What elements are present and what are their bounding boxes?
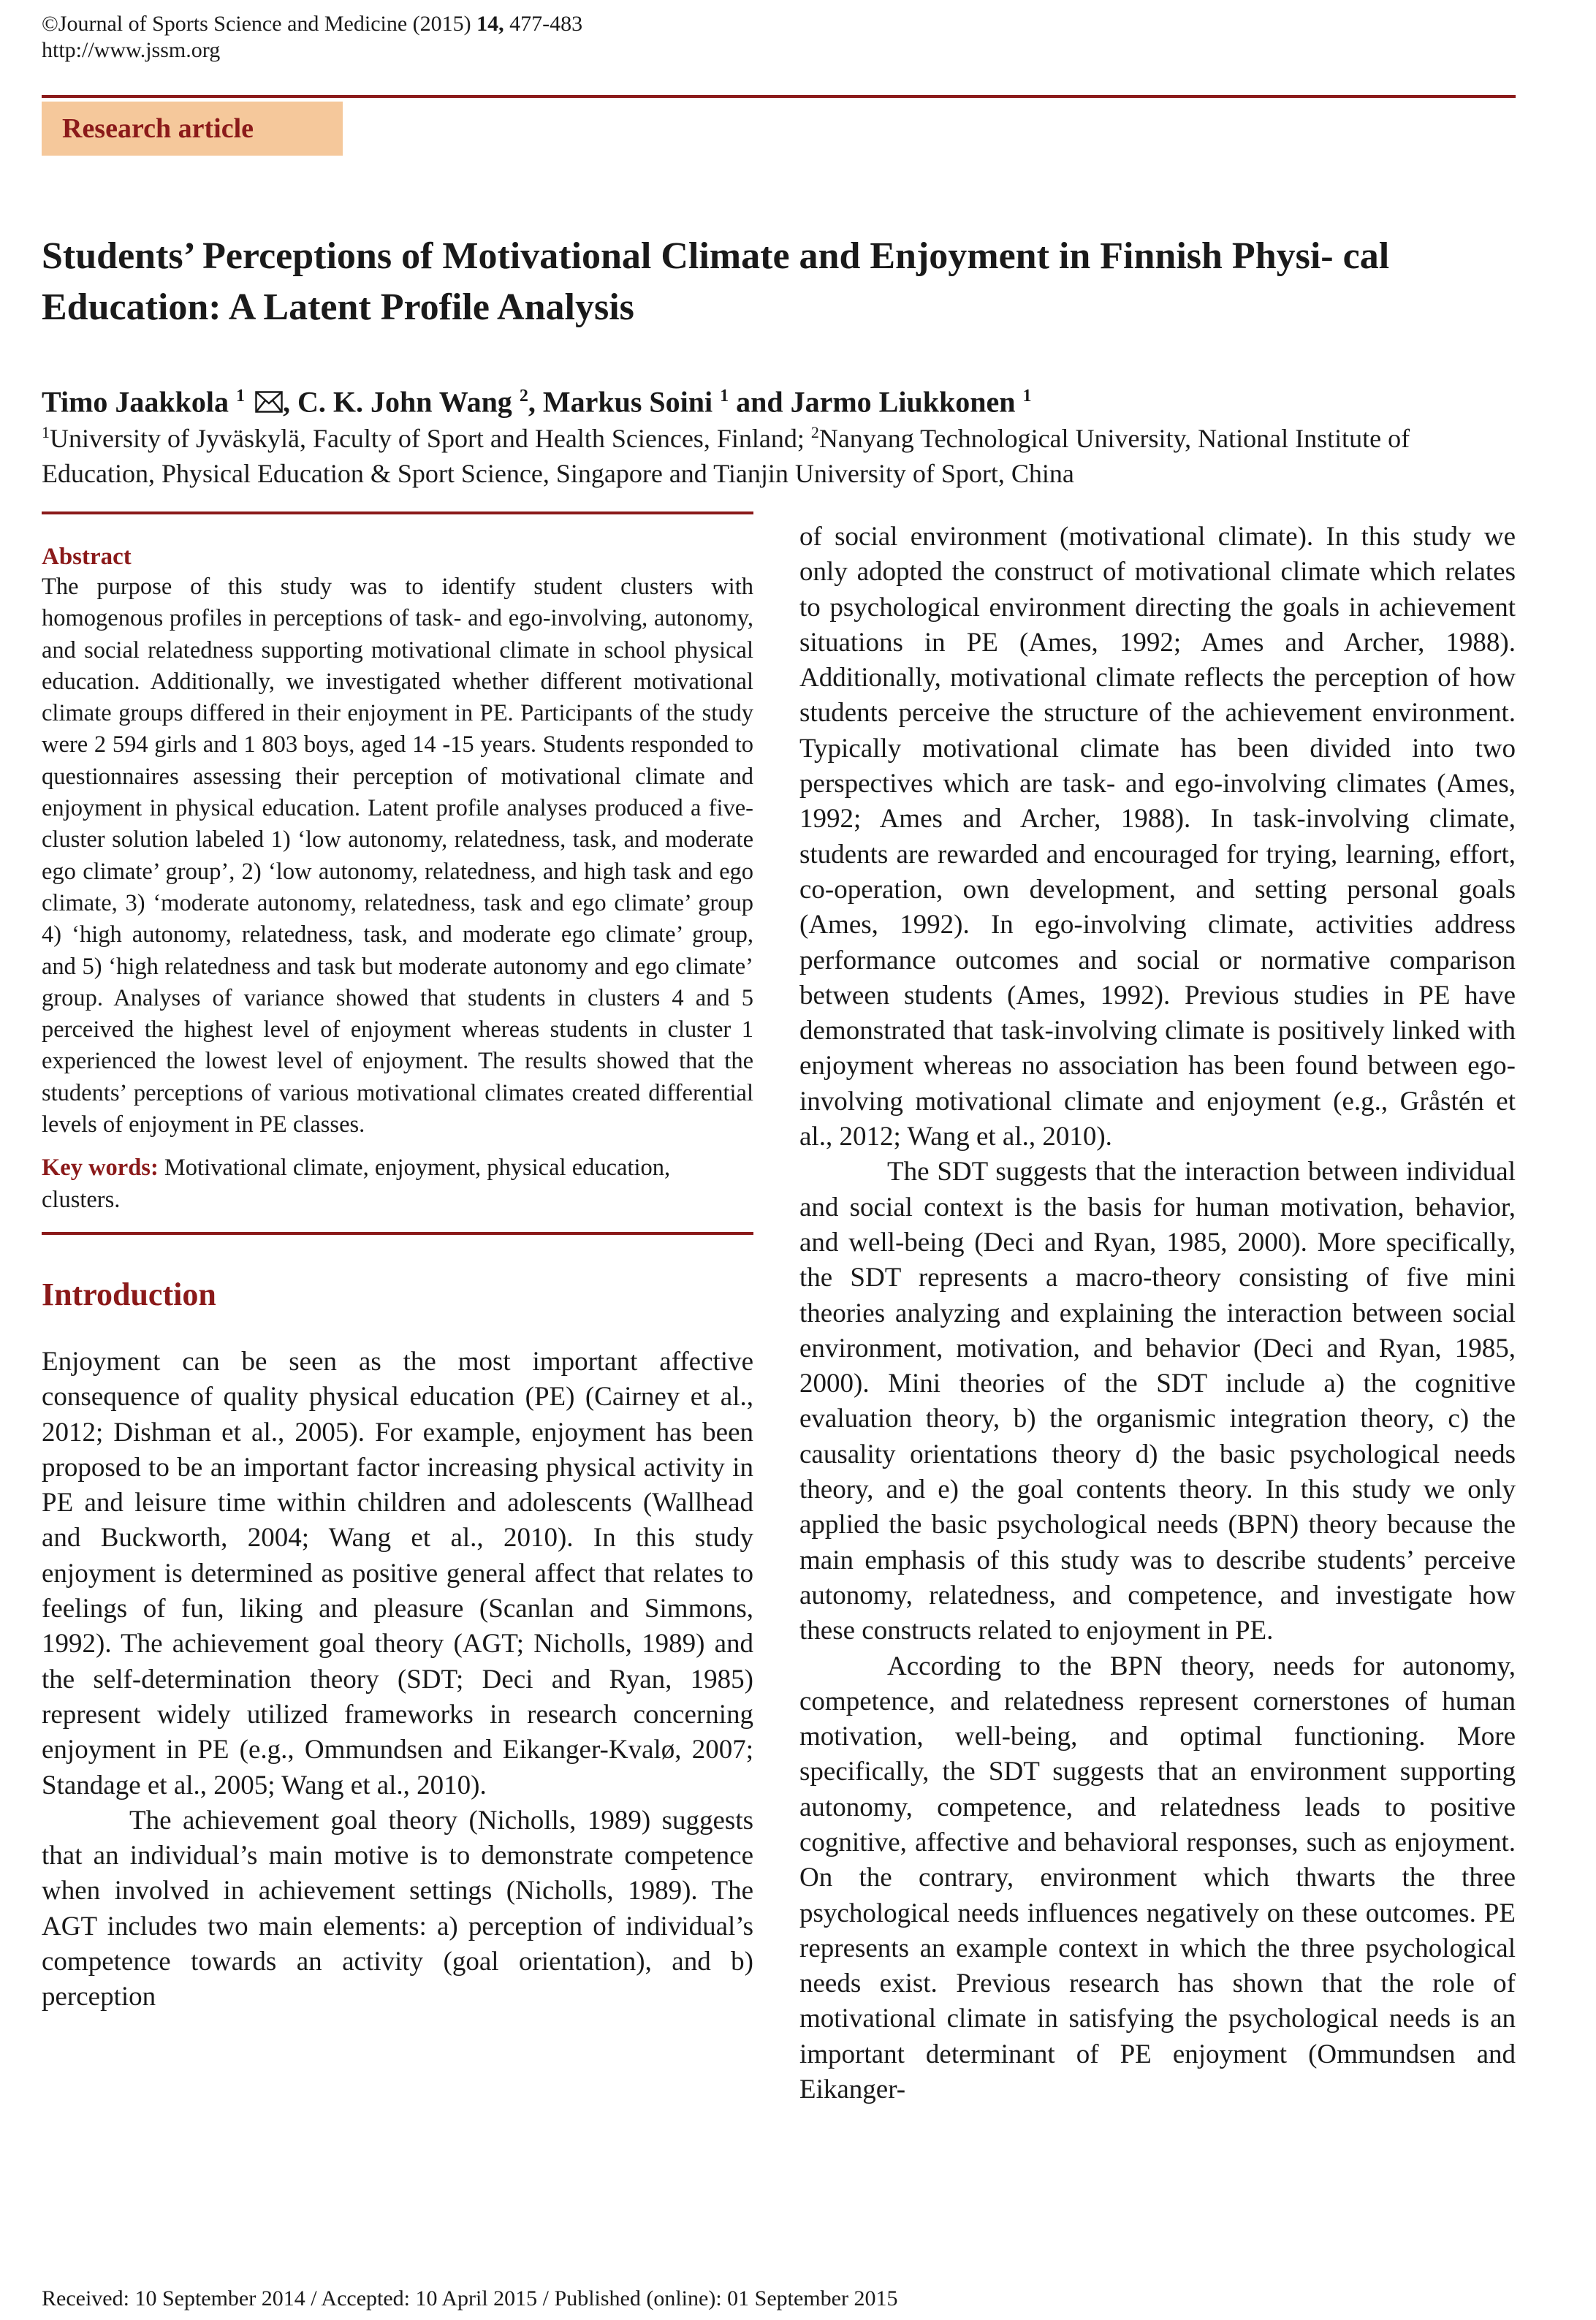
author-affiliation-marker: 1	[236, 387, 245, 406]
keywords	[42, 1152, 753, 1216]
affiliation-marker: 2	[810, 423, 819, 441]
abstract-top-divider	[42, 511, 753, 514]
intro-paragraph: Enjoyment can be seen as the most important affective consequence of quality physical education (PE) (Cairney et al., 2012; Dishman et al., 2005). For example, enjoyment has been proposed to be an important factor increasing physical activity in PE and leisure time within children and adolescents (Wallhead and Buckworth, 2004; Wang et al., 2010). In this study enjoyment is determined as positive general affect that relates to feelings of fun, liking and pleasure (Scanlan and Simmons, 1992). The achievement goal theory (AGT; Nicholls, 1989) and the self-determination theory (SDT; Deci and Ryan, 1985) represent widely utilized frameworks in research concerning enjoyment in PE (e.g., Ommundsen and Eikanger-Kvalø, 2007; Standage et al., 2005; Wang et al., 2010).	[42, 1346, 753, 1800]
affiliation-text: Nanyang Technological University, National Institute of Education, Physical Education & Sport Science, Singapore and Tianjin University of Sport, China	[42, 424, 1410, 488]
journal-name: ©Journal of Sports Science and Medicine (2015)	[42, 12, 471, 36]
author-name: , Markus Soini	[528, 385, 713, 419]
left-column	[42, 511, 753, 2015]
author-name: Timo Jaakkola	[42, 385, 229, 419]
right-column	[799, 520, 1516, 2107]
keywords-text: Motivational climate, enjoyment, physical education, clusters.	[42, 1155, 671, 1213]
intro-paragraph: The SDT suggests that the interaction between individual and social context is the basis for human motivation, behavior, and well-being (Deci and Ryan, 1985, 2000). More specifically, the SDT represents a macro-theory consisting of five mini theories analyzing and explaining the interaction between social environment, motivation, and behavior (Deci and Ryan, 1985, 2000). Mini theories of the SDT include a) the cognitive evaluation theory, b) the organismic integration theory, c) the causality orientations theory d) the basic psychological needs theory, and e) the goal contents theory. In this study we only applied the basic psychological needs (BPN) theory because the main emphasis of this study was to describe students’ perceive autonomy, relatedness, and competence, and investigate how these constructs related to enjoyment in PE.	[799, 1157, 1516, 1646]
journal-volume: 14,	[476, 12, 504, 36]
article-type-badge: Research article	[42, 102, 343, 156]
affiliations	[42, 415, 1518, 491]
author-name: and Jarmo Liukkonen	[736, 385, 1016, 419]
abstract-text: The purpose of this study was to identify student clusters with homogenous profiles in perceptions of task- and ego-involving, autonomy, and social relatedness supporting motivational climate in school physical education. Additionally, we investigated whether different motivational climate groups differed in their enjoyment in PE. Participants of the study were 2 594 girls and 1 803 boys, aged 14 -15 years. Students responded to questionnaires assessing their perception of motivational climate and enjoyment in physical education. Latent profile analyses produced a five-cluster solution labeled 1) ‘low autonomy, relatedness, task, and moderate ego climate’ group’, 2) ‘low autonomy, relatedness, and high task and ego climate, 3) ‘moderate autonomy, relatedness, task and ego climate’ group 4) ‘high autonomy, relatedness, task, and moderate ego climate’ group, and 5) ‘high relatedness and task but moderate autonomy and ego climate’ group. Analyses of variance showed that students in clusters 4 and 5 perceived the highest level of enjoyment whereas students in cluster 1 experienced the lowest level of enjoyment. The results showed that the students’ perceptions of various motivational climates created differential levels of enjoyment in PE classes.	[42, 574, 753, 1138]
affiliation-marker: 1	[42, 423, 50, 441]
introduction-heading: Introduction	[42, 1276, 216, 1312]
author-affiliation-marker: 1	[720, 387, 729, 406]
journal-url[interactable]: http://www.jssm.org	[42, 38, 221, 62]
header-divider	[42, 95, 1516, 98]
intro-paragraph: of social environment (motivational climate). In this study we only adopted the construct of motivational climate which relates to psychological environment directing the goals in achievement situations in PE (Ames, 1992; Ames and Archer, 1988). Additionally, motivational climate reflects the perception of how students perceive the structure of the achievement environment. Typically motivational climate has been divided into two perspectives which are task- and ego-involving climates (Ames, 1992; Ames and Archer, 1988). In task-involving climate, students are rewarded and encouraged for trying, learning, effort, co-operation, own development, and setting personal goals (Ames, 1992). In ego-involving climate, activities address performance outcomes and social or normative comparison between students (Ames, 1992). Previous studies in PE have demonstrated that task-involving climate is positively linked with enjoyment whereas no association has been found between ego-involving motivational climate and enjoyment (e.g., Gråstén et al., 2012; Wang et al., 2010).	[799, 522, 1516, 1152]
affiliation-text: University of Jyväskylä, Faculty of Sport and Health Sciences, Finland;	[50, 424, 805, 453]
keywords-label: Key words:	[42, 1155, 159, 1182]
author-name: , C. K. John Wang	[283, 385, 512, 419]
author-affiliation-marker: 2	[519, 387, 528, 406]
intro-paragraph: According to the BPN theory, needs for autonomy, competence, and relatedness represent cornerstones of human motivation, well-being, and optimal functioning. More specifically, the SDT suggests that an environment supporting autonomy, competence, and relatedness leads to positive cognitive, affective and behavioral responses, such as enjoyment. On the contrary, environment which thwarts the three psychological needs influences negatively on these outcomes. PE represents an example context in which the three psychological needs exist. Previous research has shown that the role of motivational climate in satisfying the psychological needs is an important determinant of PE enjoyment (Ommundsen and Eikanger-	[799, 1651, 1516, 2105]
journal-pages: 477-483	[509, 12, 583, 36]
abstract-bottom-divider	[42, 1232, 753, 1235]
intro-paragraph: The achievement goal theory (Nicholls, 1989) suggests that an individual’s main motive is to demonstrate competence when involved in achievement settings (Nicholls, 1989). The AGT includes two main elements: a) perception of individual’s competence towards an activity (goal orientation), and b) perception	[42, 1805, 753, 2012]
article-title: Students’ Perceptions of Motivational Climate and Enjoyment in Finnish Physi- cal Education: A Latent Profile Analysis	[42, 235, 1390, 328]
journal-citation	[42, 10, 582, 38]
abstract-heading: Abstract	[42, 544, 132, 570]
publication-dates: Received: 10 September 2014 / Accepted: 10 April 2015 / Published (online): 01 September 2015	[42, 2286, 898, 2311]
author-affiliation-marker: 1	[1022, 387, 1032, 406]
